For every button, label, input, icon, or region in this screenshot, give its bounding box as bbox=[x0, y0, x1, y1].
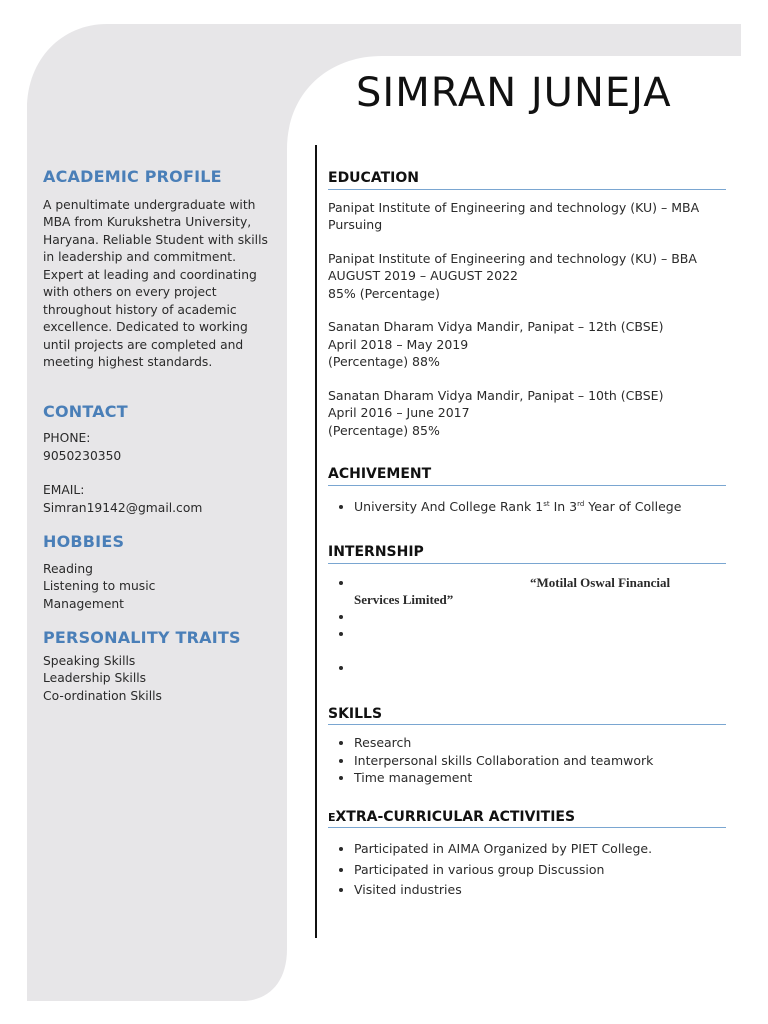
skill-item: • Interpersonal skills Collaboration and teamwork bbox=[354, 752, 726, 770]
trait-item: Speaking Skills bbox=[43, 653, 136, 668]
skills-list bbox=[328, 734, 726, 787]
phone-value: 9050230350 bbox=[43, 448, 122, 463]
academic-profile-heading: ACADEMIC PROFILE bbox=[43, 167, 222, 186]
education-score: 85% (Percentage) bbox=[328, 285, 440, 301]
skills-heading: SKILLS bbox=[328, 706, 726, 726]
internship-empty-item bbox=[354, 625, 726, 642]
education-entry bbox=[328, 318, 726, 371]
traits-list bbox=[43, 653, 278, 706]
education-entry bbox=[328, 199, 726, 234]
activity-item: • Participated in various group Discussion bbox=[354, 860, 726, 881]
hobby-item: Management bbox=[43, 596, 125, 611]
trait-item: Co-ordination Skills bbox=[43, 688, 162, 703]
internship-item bbox=[354, 574, 726, 608]
education-detail: Pursuing bbox=[328, 217, 383, 232]
internship-company-line2: Services Limited” bbox=[354, 591, 454, 607]
achievement-item: • University And College Rank 1st In 3rd Year of College bbox=[354, 496, 726, 516]
academic-profile-text: A penultimate undergraduate with MBA from Kurukshetra University, Haryana. Reliable Student with skills in leadership and commitment. Expert at leading and coordinating with others on every project throughout history of academic excellence. Dedicated to working until projects are completed and meeting highest standards. bbox=[43, 197, 268, 369]
achievement-heading: ACHIVEMENT bbox=[328, 466, 726, 486]
activity-item: • Visited industries bbox=[354, 880, 726, 901]
left-sidebar bbox=[43, 168, 278, 705]
hobbies-list bbox=[43, 561, 278, 614]
activity-item: • Participated in AIMA Organized by PIET College. bbox=[354, 839, 726, 860]
education-dates: April 2018 – May 2019 bbox=[328, 336, 469, 352]
internship-list bbox=[328, 574, 726, 676]
internship-empty-item bbox=[354, 608, 726, 625]
extra-curricular-heading: EXTRA-CURRICULAR ACTIVITIES bbox=[328, 809, 726, 829]
education-institution: Sanatan Dharam Vidya Mandir, Panipat – 12th (CBSE) bbox=[328, 319, 664, 334]
hobby-item: Reading bbox=[43, 561, 93, 576]
education-score: (Percentage) 88% bbox=[328, 354, 440, 369]
hobby-item: Listening to music bbox=[43, 579, 156, 593]
email-value: Simran19142@gmail.com bbox=[43, 500, 203, 515]
education-entry bbox=[328, 387, 726, 440]
contact-heading: CONTACT bbox=[43, 401, 128, 421]
candidate-name: SIMRAN JUNEJA bbox=[356, 70, 672, 116]
skill-item: • Research bbox=[354, 734, 726, 752]
trait-item: Leadership Skills bbox=[43, 671, 147, 685]
phone-label: PHONE: bbox=[43, 431, 91, 445]
education-entry bbox=[328, 250, 726, 303]
internship-empty-item bbox=[354, 659, 726, 676]
education-score: (Percentage) 85% bbox=[328, 422, 440, 438]
vertical-divider bbox=[315, 145, 317, 938]
main-content bbox=[328, 170, 726, 901]
email-label: EMAIL: bbox=[43, 483, 85, 497]
hobbies-heading: HOBBIES bbox=[43, 532, 125, 551]
achievement-list bbox=[328, 496, 726, 516]
education-institution: Sanatan Dharam Vidya Mandir, Panipat – 10th (CBSE) bbox=[328, 387, 664, 403]
personality-traits-heading: PERSONALITY TRAITS bbox=[43, 628, 241, 647]
education-heading: EDUCATION bbox=[328, 170, 726, 190]
education-institution: Panipat Institute of Engineering and technology (KU) – MBA bbox=[328, 199, 700, 215]
activities-list bbox=[328, 839, 726, 901]
education-institution: Panipat Institute of Engineering and technology (KU) – BBA bbox=[328, 250, 697, 266]
skill-item: • Time management bbox=[354, 769, 726, 787]
internship-company-line1: • “Motilal Oswal Financial bbox=[530, 574, 671, 590]
education-dates: AUGUST 2019 – AUGUST 2022 bbox=[328, 268, 518, 283]
education-dates: April 2016 – June 2017 bbox=[328, 405, 470, 420]
internship-heading: INTERNSHIP bbox=[328, 544, 726, 564]
